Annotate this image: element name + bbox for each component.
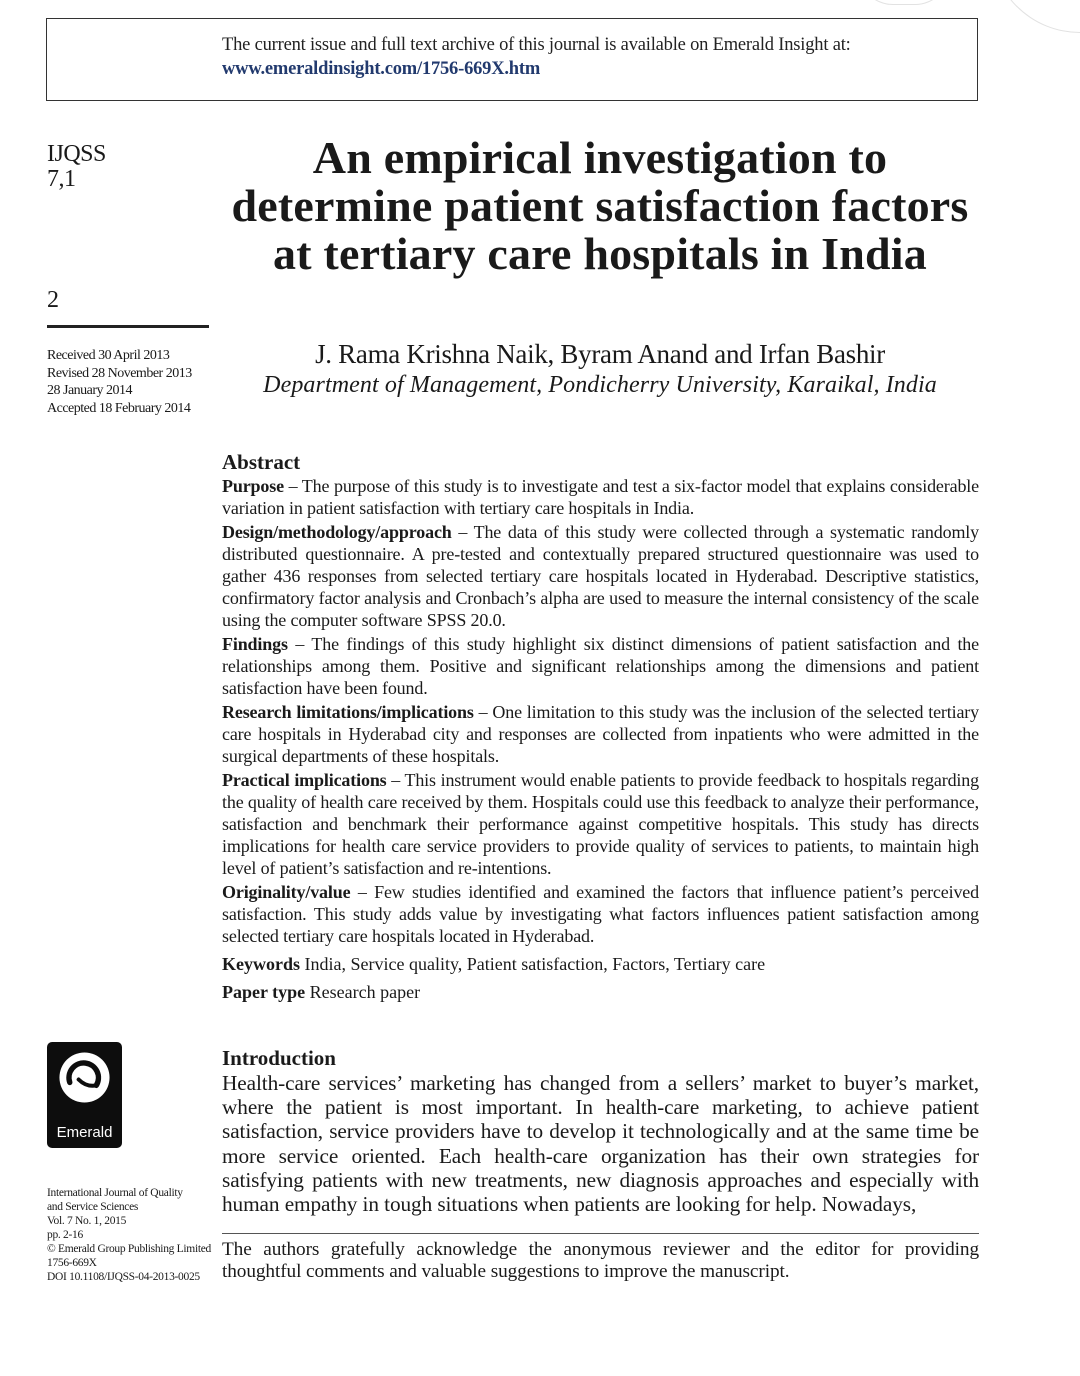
abstract-design bbox=[222, 521, 979, 631]
section-text: – This instrument would enable patients to provide feedback to hospitals regarding the quality of health care received by them. Hospitals could use this feedback to analyze their performance, satisfaction and benchmark their performance against competitive hospitals. This study has directs implications for health care service providers to provide quality of services to patients, to maintain high level of patient’s satisfaction and re-intentions. bbox=[222, 770, 979, 878]
journal-abbr-text: IJQSS bbox=[47, 141, 106, 167]
journal-info-line: pp. 2-16 bbox=[47, 1229, 83, 1241]
journal-info-line: International Journal of Quality bbox=[47, 1187, 183, 1199]
history-received: Received 30 April 2013 bbox=[47, 348, 170, 363]
affiliation: Department of Management, Pondicherry University, Karaikal, India bbox=[263, 372, 937, 398]
emerald-logo-icon bbox=[57, 1050, 112, 1105]
journal-info-line: 1756-669X bbox=[47, 1257, 97, 1269]
abstract-limitations bbox=[222, 701, 979, 767]
history-revised: Revised 28 November 2013 bbox=[47, 365, 192, 381]
corner-artifact bbox=[858, 0, 950, 5]
doi[interactable]: DOI 10.1108/IJQSS-04-2013-0025 bbox=[47, 1271, 200, 1283]
section-label: Design/methodology/approach bbox=[222, 522, 452, 542]
paper-type-text: Research paper bbox=[305, 982, 421, 1002]
introduction-body: Health-care services’ marketing has changed from a sellers’ market to buyer’s market, where the patient is most important. In health-care marketing, to achieve patient satisfaction, service providers have to develop it technologically and at the same time be more service oriented. Each health-care organization has their own strategies for satisfying patients with new treatments, new diagnosis approaches and especially with human empathy in tough situations when patients are looking for help. Nowadays, bbox=[222, 1071, 979, 1217]
section-label: Practical implications bbox=[222, 770, 387, 790]
footnote-divider bbox=[222, 1233, 979, 1234]
section-label: Research limitations/implications bbox=[222, 702, 474, 722]
section-text: – The findings of this study highlight six distinct dimensions of patient satisfaction and the relationships among them. Positive and significant relationships among the dimensions and patient satisfaction have been found. bbox=[222, 634, 979, 698]
keywords-label: Keywords bbox=[222, 954, 300, 974]
journal-info-line: © Emerald Group Publishing Limited bbox=[47, 1243, 211, 1255]
abstract-purpose bbox=[222, 475, 979, 519]
journal-abbreviation bbox=[47, 142, 106, 192]
page-number: 2 bbox=[47, 287, 59, 313]
authors: J. Rama Krishna Naik, Byram Anand and Irfan Bashir bbox=[315, 339, 885, 369]
section-text: – Few studies identified and examined the factors that influence patient’s perceived satisfaction. This study adds value by investigating what factors influences patient satisfaction among selected tertiary care hospitals located in Hyderabad. bbox=[222, 882, 979, 946]
abstract-originality bbox=[222, 881, 979, 947]
availability-text: The current issue and full text archive of this journal is available on Emerald Insight at: bbox=[222, 35, 851, 55]
paper-type bbox=[222, 981, 979, 1003]
journal-url-link[interactable]: www.emeraldinsight.com/1756-669X.htm bbox=[222, 59, 541, 79]
corner-artifact bbox=[990, 0, 1080, 33]
section-label: Purpose bbox=[222, 476, 284, 496]
journal-info-line: and Service Sciences bbox=[47, 1201, 139, 1213]
paper-title: An empirical investigation to determine patient satisfaction factors at tertiary care hospitals in India bbox=[231, 132, 969, 279]
keywords-text: India, Service quality, Patient satisfaction, Factors, Tertiary care bbox=[300, 954, 766, 974]
submission-history bbox=[47, 347, 192, 417]
volume-issue: 7,1 bbox=[47, 166, 76, 192]
introduction bbox=[222, 1045, 979, 1216]
margin-divider bbox=[47, 325, 209, 328]
emerald-logo-text: Emerald bbox=[56, 1124, 113, 1141]
abstract-findings bbox=[222, 633, 979, 699]
section-label: Findings bbox=[222, 634, 288, 654]
section-text: – The purpose of this study is to investigate and test a six-factor model that explains considerable variation in patient satisfaction with tertiary care hospitals in India. bbox=[222, 476, 979, 518]
abstract-practical bbox=[222, 769, 979, 879]
acknowledgement-footnote: The authors gratefully acknowledge the anonymous reviewer and the editor for providing thoughtful comments and valuable suggestions to improve the manuscript. bbox=[222, 1239, 979, 1282]
abstract bbox=[222, 449, 979, 1003]
history-revised-2: 28 January 2014 bbox=[47, 383, 133, 398]
abstract-heading: Abstract bbox=[222, 450, 301, 474]
journal-info bbox=[47, 1186, 217, 1284]
history-accepted: Accepted 18 February 2014 bbox=[47, 400, 191, 416]
emerald-logo bbox=[47, 1042, 122, 1148]
section-text: – One limitation to this study was the inclusion of the selected tertiary care hospitals in Hyderabad city and responses are collected from inpatients who were admitted in the surgical departments of these hospitals. bbox=[222, 702, 979, 766]
keywords bbox=[222, 953, 979, 975]
section-text: – The data of this study were collected through a systematic randomly distributed questionnaire. A pre-tested and contextually prepared structured questionnaire was used to gather 436 responses from selected tertiary care hospitals located in Hyderabad. Descriptive statistics, confirmatory factor analysis and Cronbach’s alpha are used to measure the internal consistency of the scale using the computer software SPSS 20.0. bbox=[222, 522, 979, 630]
section-label: Originality/value bbox=[222, 882, 351, 902]
journal-info-line: Vol. 7 No. 1, 2015 bbox=[47, 1215, 127, 1227]
paper-type-label: Paper type bbox=[222, 982, 306, 1002]
introduction-heading: Introduction bbox=[222, 1046, 336, 1070]
